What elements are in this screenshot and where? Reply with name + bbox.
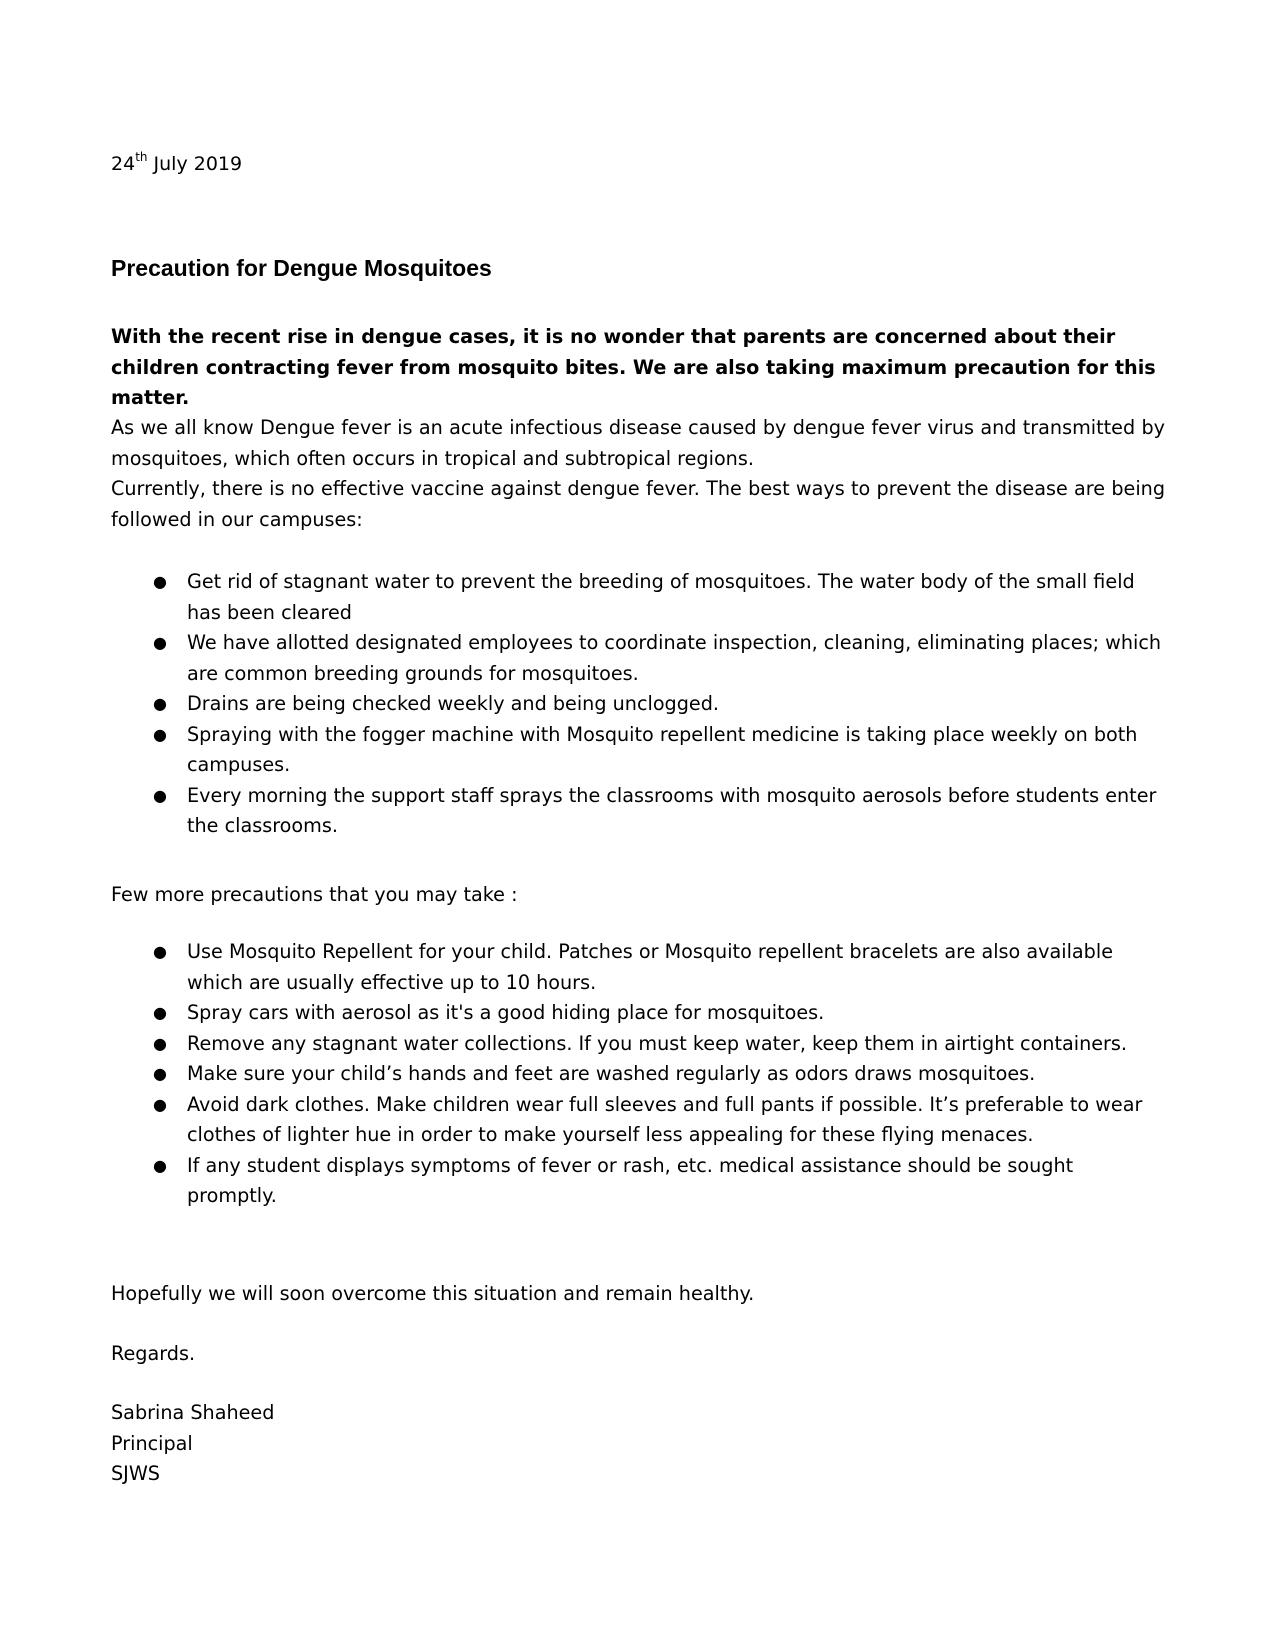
body-paragraph-1: As we all know Dengue fever is an acute infectious disease caused by dengue fever virus and transmitted by mosquitoes, which often occurs in tropical and subtropical regions. (111, 416, 1165, 470)
parent-precautions-list (111, 937, 1165, 1212)
list-item (111, 781, 1165, 842)
list-item-text: We have allotted designated employees to coordinate inspection, cleaning, eliminating places; which are common breeding grounds for mosquitoes. (187, 631, 1162, 685)
letter-date (111, 150, 242, 178)
bullet-icon: ● (153, 1155, 167, 1175)
bullet-icon: ● (153, 724, 167, 744)
list-item (111, 998, 1165, 1029)
bullet-icon: ● (153, 572, 167, 591)
list-item (111, 720, 1165, 781)
bullet-icon: ● (153, 785, 167, 805)
bullet-icon: ● (153, 1003, 167, 1022)
campus-measures-list (111, 567, 1165, 842)
bullet-icon: ● (153, 1033, 167, 1053)
list-item-text: Spraying with the fogger machine with Mosquito repellent medicine is taking place weekly on both campuses. (187, 722, 1138, 776)
list-item-text: Avoid dark clothes. Make children wear full sleeves and full pants if possible. It’s preferable to wear clothes of lighter hue in order to make yourself less appealing for these flying menaces. (187, 1092, 1143, 1146)
closing-line: Hopefully we will soon overcome this situation and remain healthy. (111, 1282, 755, 1305)
list-item-text: If any student displays symptoms of fever or rash, etc. medical assistance should be sought promptly. (187, 1153, 1074, 1207)
list-item-text: Get rid of stagnant water to prevent the breeding of mosquitoes. The water body of the small field has been cleared (187, 570, 1135, 624)
body-paragraph-2: Currently, there is no effective vaccine against dengue fever. The best ways to prevent the disease are being followed in our campuses: (111, 477, 1165, 531)
signature-org: SJWS (111, 1462, 160, 1485)
bullet-icon: ● (153, 694, 167, 713)
signature-name: Sabrina Shaheed (111, 1401, 275, 1424)
list-item-text: Spray cars with aerosol as it's a good hiding place for mosquitoes. (187, 1001, 825, 1024)
more-precautions-heading: Few more precautions that you may take : (111, 883, 518, 906)
list-item (111, 1090, 1165, 1151)
list-item (111, 628, 1165, 689)
list-item-text: Make sure your child’s hands and feet are washed regularly as odors draws mosquitoes. (187, 1062, 1036, 1085)
signature-block (111, 1398, 274, 1490)
list-item-text: Drains are being checked weekly and being unclogged. (187, 692, 720, 715)
bullet-icon: ● (153, 942, 167, 961)
list-item (111, 567, 1165, 628)
list-item (111, 1151, 1165, 1212)
date-day: 24 (111, 153, 136, 175)
list-item-text: Use Mosquito Repellent for your child. Patches or Mosquito repellent bracelets are also available which are usually effective up to 10 hours. (187, 940, 1114, 994)
bullet-icon: ● (153, 1064, 167, 1083)
body-text (111, 413, 1165, 535)
list-item (111, 689, 1165, 720)
letter-page (111, 0, 1165, 1650)
list-item-text: Every morning the support staff sprays the classrooms with mosquito aerosols before students enter the classrooms. (187, 783, 1157, 837)
list-item (111, 1059, 1165, 1090)
date-rest: July 2019 (147, 153, 243, 175)
list-item (111, 937, 1165, 998)
date-suffix: th (135, 149, 148, 164)
list-item (111, 1029, 1165, 1060)
bullet-icon: ● (153, 1094, 167, 1114)
regards-line: Regards. (111, 1342, 196, 1365)
bullet-icon: ● (153, 633, 167, 652)
list-item-text: Remove any stagnant water collections. If you must keep water, keep them in airtight containers. (187, 1031, 1128, 1055)
signature-role: Principal (111, 1431, 193, 1455)
intro-paragraph: With the recent rise in dengue cases, it is no wonder that parents are concerned about their children contracting fever from mosquito bites. We are also taking maximum precaution for this matter. (111, 325, 1156, 409)
letter-title: Precaution for Dengue Mosquitoes (111, 255, 492, 281)
